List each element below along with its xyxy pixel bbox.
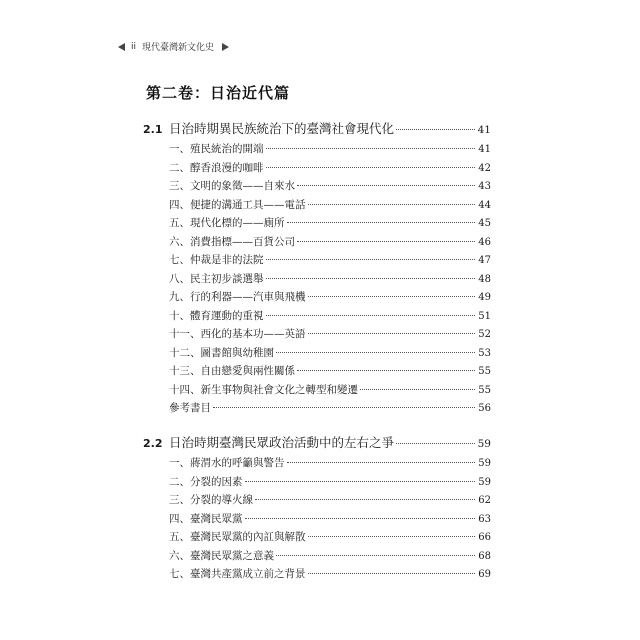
section-heading xyxy=(143,433,491,453)
toc-entry xyxy=(143,400,491,419)
entry-label: 十一、西化的基本功——英語 xyxy=(169,328,306,340)
entry-label: 四、便捷的溝通工具——電話 xyxy=(169,198,306,211)
entry-label: 九、行的利器——汽車與飛機 xyxy=(169,291,306,303)
entry-label: 一、殖民統治的開端 xyxy=(169,143,264,155)
entry-label: 一、蔣渭水的呼籲與警告 xyxy=(169,457,285,469)
dot-leader xyxy=(276,555,475,556)
dot-leader xyxy=(266,148,476,149)
entry-label: 十、體育運動的重視 xyxy=(169,309,264,322)
dot-leader xyxy=(213,407,475,408)
dot-leader xyxy=(297,185,475,186)
toc-entry xyxy=(143,289,491,308)
entry-label: 三、文明的象徵——自來水 xyxy=(169,180,295,192)
entry-label: 七、臺灣共產黨成立前之背景 xyxy=(169,568,306,580)
dot-leader xyxy=(266,167,476,168)
page-number: 62 xyxy=(478,495,491,506)
toc-entry xyxy=(143,529,491,548)
book-title: 現代臺灣新文化史 xyxy=(142,43,215,53)
entry-label: 三、分裂的導火線 xyxy=(169,494,253,506)
page-number: 51 xyxy=(478,310,491,322)
dot-leader xyxy=(308,333,476,334)
toc-entry xyxy=(143,382,491,401)
entry-label: 十四、新生事物與社會文化之轉型和變遷 xyxy=(169,383,358,396)
dot-leader xyxy=(297,241,475,242)
toc-entry xyxy=(143,197,491,216)
triangle-left-icon xyxy=(118,43,125,51)
section-number: 2.1 xyxy=(143,123,163,136)
entry-label: 七、仲裁是非的法院 xyxy=(169,254,264,266)
toc-entry xyxy=(143,215,491,234)
toc-entry xyxy=(143,252,491,271)
dot-leader xyxy=(287,462,476,463)
dot-leader xyxy=(396,443,475,444)
dot-leader xyxy=(308,573,476,574)
toc-entry xyxy=(143,308,491,327)
toc-entry xyxy=(143,271,491,290)
page-number: 47 xyxy=(478,255,491,266)
entry-label: 二、醇香浪漫的咖啡 xyxy=(169,161,264,174)
dot-leader xyxy=(276,352,475,353)
page-number: 42 xyxy=(478,162,491,174)
page-number: 41 xyxy=(478,144,491,155)
toc-entry xyxy=(143,234,491,253)
toc-entry xyxy=(143,345,491,364)
section-title: 日治時期異民族統治下的臺灣社會現代化 xyxy=(169,121,395,136)
section-title: 日治時期臺灣民眾政治活動中的左右之爭 xyxy=(169,435,395,450)
dot-leader xyxy=(245,518,476,519)
running-head xyxy=(118,40,229,53)
entry-label: 六、臺灣民眾黨之意義 xyxy=(169,549,274,562)
dot-leader xyxy=(308,536,476,537)
toc-entry xyxy=(143,178,491,197)
page-number: 44 xyxy=(478,199,491,211)
page-number: 56 xyxy=(478,403,491,414)
dot-leader xyxy=(266,315,476,316)
page-number: 49 xyxy=(478,292,491,303)
entry-label: 參考書目 xyxy=(169,402,211,414)
page-number: 41 xyxy=(477,124,491,136)
page-number: 55 xyxy=(478,384,491,396)
page-number: 46 xyxy=(478,236,491,248)
dot-leader xyxy=(308,204,476,205)
toc-section-2-1 xyxy=(143,119,491,419)
section-heading xyxy=(143,119,491,139)
entry-label: 十二、圖書館與幼稚園 xyxy=(169,346,274,359)
volume-title: 第二卷：日治近代篇 xyxy=(146,84,291,102)
triangle-right-icon xyxy=(222,43,229,51)
page-number: 66 xyxy=(478,532,491,543)
entry-label: 四、臺灣民眾黨 xyxy=(169,512,243,525)
toc-entry xyxy=(143,363,491,382)
dot-leader xyxy=(266,259,476,260)
dot-leader xyxy=(308,296,476,297)
entry-label: 二、分裂的因素 xyxy=(169,475,243,488)
page-number: 48 xyxy=(478,273,491,285)
page-number: 55 xyxy=(478,366,491,377)
toc-entry xyxy=(143,474,491,493)
toc-entry xyxy=(143,492,491,511)
page-number: 69 xyxy=(478,569,491,580)
entry-label: 十三、自由戀愛與兩性關係 xyxy=(169,365,295,377)
dot-leader xyxy=(396,129,475,130)
toc-entry xyxy=(143,141,491,160)
page-number: 43 xyxy=(478,181,491,192)
dot-leader xyxy=(266,278,476,279)
page-number: 53 xyxy=(478,347,491,359)
page-number: 63 xyxy=(478,513,491,525)
toc-entry xyxy=(143,326,491,345)
entry-label: 六、消費指標——百貨公司 xyxy=(169,235,295,248)
page-number: 45 xyxy=(478,218,491,229)
page-number: 59 xyxy=(478,476,491,488)
toc-entry xyxy=(143,566,491,585)
section-number: 2.2 xyxy=(143,437,163,450)
page-roman-numeral: ii xyxy=(131,41,137,52)
dot-leader xyxy=(245,481,476,482)
dot-leader xyxy=(360,389,475,390)
dot-leader xyxy=(255,499,475,500)
toc-entry xyxy=(143,511,491,530)
toc-entry xyxy=(143,455,491,474)
page-number: 52 xyxy=(478,329,491,340)
page-number: 59 xyxy=(477,438,491,450)
entry-label: 五、臺灣民眾黨的內訌與解散 xyxy=(169,531,306,543)
toc-entry xyxy=(143,160,491,179)
entry-label: 五、現代化標的——廁所 xyxy=(169,217,285,229)
entry-label: 八、民主初步談選舉 xyxy=(169,272,264,285)
dot-leader xyxy=(297,370,475,371)
page-number: 68 xyxy=(478,550,491,562)
toc-section-2-2 xyxy=(143,433,491,585)
dot-leader xyxy=(287,222,476,223)
toc-entry xyxy=(143,548,491,567)
page-number: 59 xyxy=(478,458,491,469)
